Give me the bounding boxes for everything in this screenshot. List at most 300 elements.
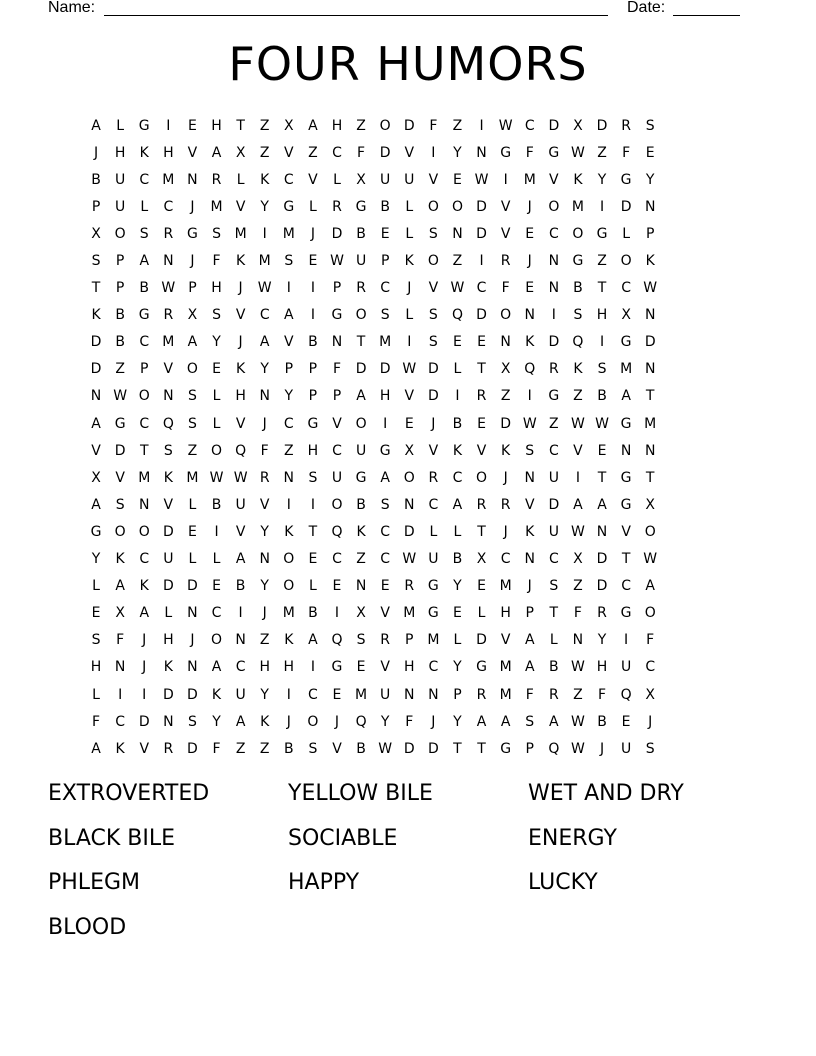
grid-letter: N <box>283 469 295 486</box>
grid-letter: Z <box>356 117 366 134</box>
grid-letter: N <box>163 253 174 270</box>
word-list-item: WET AND DRY <box>528 781 684 806</box>
grid-letter: U <box>620 659 632 676</box>
grid-letter: C <box>452 469 463 486</box>
grid-letter: P <box>284 361 294 378</box>
grid-letter: J <box>407 280 412 297</box>
grid-letter: J <box>238 280 243 297</box>
grid-letter: K <box>91 307 101 324</box>
grid-letter: Y <box>645 171 655 188</box>
grid-letter: Q <box>331 523 343 540</box>
grid-letter: Y <box>212 334 221 351</box>
grid-letter: G <box>620 469 632 486</box>
grid-letter: E <box>332 686 342 703</box>
grid-row <box>84 356 732 383</box>
grid-letter: K <box>139 144 149 161</box>
grid-letter: V <box>404 144 415 161</box>
grid-letter: L <box>477 605 486 622</box>
grid-letter: D <box>427 361 439 378</box>
grid-letter: A <box>211 659 222 676</box>
grid-letter: P <box>405 632 414 649</box>
grid-letter: M <box>499 686 512 703</box>
grid-letter: A <box>91 117 101 134</box>
grid-letter: H <box>163 632 174 649</box>
grid-letter: A <box>452 496 463 513</box>
grid-letter: W <box>571 740 585 757</box>
grid-letter: U <box>404 171 415 188</box>
grid-letter: A <box>476 713 487 730</box>
grid-letter: W <box>402 361 417 378</box>
grid-letter: G <box>572 253 584 270</box>
grid-letter: S <box>212 225 221 242</box>
grid-letter: E <box>380 578 390 595</box>
grid-letter: T <box>308 523 318 540</box>
grid-letter: M <box>186 469 199 486</box>
grid-letter: O <box>548 198 560 215</box>
grid-letter: W <box>643 551 658 568</box>
grid-letter: O <box>644 605 656 622</box>
grid-letter: U <box>355 253 367 270</box>
grid-letter: E <box>187 117 197 134</box>
grid-letter: H <box>114 144 126 161</box>
grid-letter: X <box>476 551 487 568</box>
grid-letter: Y <box>453 659 462 676</box>
grid-letter: X <box>404 442 415 459</box>
grid-letter: A <box>500 713 511 730</box>
grid-letter: Y <box>260 578 269 595</box>
grid-letter: C <box>139 415 150 432</box>
grid-letter: J <box>238 334 243 351</box>
grid-letter: V <box>621 523 631 540</box>
grid-letter: E <box>453 605 462 622</box>
grid-letter: V <box>284 144 294 161</box>
grid-letter: O <box>451 198 463 215</box>
grid-letter: S <box>597 361 607 378</box>
grid-letter: Q <box>331 632 343 649</box>
grid-letter: I <box>238 605 243 622</box>
grid-letter: B <box>283 740 294 757</box>
grid-letter: T <box>549 605 559 622</box>
grid-letter: C <box>211 605 222 622</box>
grid-letter: F <box>212 253 221 270</box>
grid-letter: E <box>308 253 318 270</box>
grid-letter: T <box>645 388 655 405</box>
grid-letter: R <box>163 307 174 324</box>
grid-letter: D <box>500 415 512 432</box>
grid-letter: C <box>500 551 511 568</box>
grid-letter: X <box>500 361 511 378</box>
grid-letter: Z <box>452 253 463 270</box>
grid-letter: E <box>404 415 414 432</box>
word-list <box>48 779 768 943</box>
grid-letter: F <box>357 144 366 161</box>
grid-letter: N <box>428 686 439 703</box>
grid-letter: M <box>162 334 175 351</box>
grid-letter: H <box>163 144 174 161</box>
grid-letter: J <box>503 469 508 486</box>
grid-letter: O <box>211 632 223 649</box>
grid-row <box>84 220 732 247</box>
grid-letter: N <box>187 171 198 188</box>
grid-letter: W <box>113 388 128 405</box>
grid-letter: V <box>428 280 439 297</box>
grid-row <box>84 654 732 681</box>
grid-letter: S <box>645 117 655 134</box>
grid-letter: C <box>332 551 342 568</box>
grid-letter: F <box>622 144 631 161</box>
grid-letter: P <box>115 280 125 297</box>
grid-letter: D <box>90 361 102 378</box>
grid-letter: Z <box>115 361 125 378</box>
word-list-item: ENERGY <box>528 825 617 851</box>
grid-letter: W <box>474 171 489 188</box>
grid-letter: J <box>527 198 532 215</box>
grid-letter: S <box>212 307 221 324</box>
grid-letter: B <box>597 713 607 730</box>
grid-letter: L <box>212 551 221 568</box>
grid-letter: K <box>525 523 535 540</box>
grid-letter: L <box>405 198 414 215</box>
grid-letter: W <box>571 144 585 161</box>
grid-letter: C <box>283 171 294 188</box>
grid-letter: G <box>307 415 319 432</box>
grid-letter: N <box>500 334 511 351</box>
grid-letter: M <box>355 686 368 703</box>
grid-letter: A <box>524 632 535 649</box>
grid-letter: O <box>114 225 126 242</box>
grid-letter: O <box>138 523 150 540</box>
grid-letter: M <box>210 198 223 215</box>
grid-letter: P <box>525 740 534 757</box>
grid-letter: W <box>402 551 417 568</box>
grid-letter: R <box>476 686 487 703</box>
page-title: FOUR HUMORS <box>228 37 588 91</box>
grid-letter: A <box>284 307 294 324</box>
grid-letter: Z <box>235 740 246 757</box>
grid-row <box>84 383 732 410</box>
grid-letter: N <box>259 388 270 405</box>
grid-letter: U <box>163 551 174 568</box>
grid-letter: S <box>139 225 149 242</box>
grid-letter: C <box>115 713 126 730</box>
grid-letter: O <box>138 388 150 405</box>
grid-letter: G <box>114 415 126 432</box>
grid-letter: T <box>477 740 486 757</box>
grid-letter: O <box>500 307 512 324</box>
grid-letter: Y <box>284 388 294 405</box>
grid-letter: V <box>380 605 390 622</box>
grid-letter: L <box>308 578 317 595</box>
grid-letter: G <box>90 523 102 540</box>
grid-letter: I <box>166 117 171 134</box>
grid-letter: E <box>525 280 535 297</box>
grid-row <box>84 247 732 274</box>
grid-letter: B <box>452 415 463 432</box>
grid-letter: W <box>257 280 272 297</box>
grid-letter: O <box>379 117 391 134</box>
grid-letter: O <box>186 361 198 378</box>
grid-letter: W <box>330 253 344 270</box>
grid-letter: F <box>260 442 269 459</box>
grid-letter: Q <box>162 415 174 432</box>
grid-letter: L <box>622 225 631 242</box>
grid-letter: S <box>549 578 559 595</box>
grid-letter: I <box>551 307 556 324</box>
grid-letter: H <box>211 117 222 134</box>
grid-letter: R <box>163 225 174 242</box>
grid-letter: K <box>260 171 270 188</box>
grid-letter: I <box>407 334 412 351</box>
grid-letter: E <box>477 334 486 351</box>
grid-letter: H <box>283 659 295 676</box>
grid-letter: F <box>212 740 221 757</box>
grid-letter: R <box>211 171 222 188</box>
grid-letter: V <box>187 144 198 161</box>
grid-letter: V <box>500 632 511 649</box>
grid-letter: G <box>427 605 439 622</box>
grid-letter: R <box>597 605 607 622</box>
grid-row <box>84 600 732 627</box>
grid-letter: C <box>645 659 656 676</box>
grid-letter: A <box>573 496 583 513</box>
grid-letter: G <box>283 198 295 215</box>
grid-letter: P <box>525 605 534 622</box>
grid-letter: N <box>524 551 535 568</box>
grid-letter: V <box>573 442 583 459</box>
grid-letter: E <box>356 659 366 676</box>
grid-letter: A <box>211 144 222 161</box>
grid-letter: C <box>621 578 631 595</box>
grid-letter: N <box>355 578 367 595</box>
grid-letter: H <box>235 388 246 405</box>
grid-letter: Z <box>308 144 318 161</box>
grid-letter: T <box>356 334 366 351</box>
grid-letter: K <box>163 469 173 486</box>
grid-letter: F <box>646 632 655 649</box>
grid-letter: Y <box>380 713 390 730</box>
grid-letter: N <box>114 659 126 676</box>
grid-letter: L <box>92 686 100 703</box>
grid-letter: I <box>118 686 123 703</box>
grid-letter: M <box>234 225 247 242</box>
grid-letter: B <box>549 659 559 676</box>
grid-letter: E <box>187 523 197 540</box>
grid-row <box>84 681 732 708</box>
letter-grid <box>84 112 732 762</box>
grid-letter: Q <box>451 307 463 324</box>
grid-letter: B <box>115 307 125 324</box>
grid-letter: J <box>262 415 267 432</box>
grid-letter: L <box>236 171 245 188</box>
grid-letter: P <box>140 361 149 378</box>
grid-letter: E <box>645 144 655 161</box>
grid-letter: M <box>427 632 440 649</box>
grid-letter: W <box>571 415 585 432</box>
grid-letter: D <box>403 523 415 540</box>
grid-letter: X <box>645 686 655 703</box>
grid-letter: M <box>571 198 584 215</box>
grid-letter: R <box>500 496 511 513</box>
date-label: Date: <box>627 0 666 16</box>
grid-letter: N <box>644 307 656 324</box>
grid-letter: N <box>163 713 174 730</box>
grid-letter: O <box>331 496 343 513</box>
grid-letter: F <box>597 686 607 703</box>
grid-letter: A <box>597 496 607 513</box>
grid-letter: V <box>115 469 125 486</box>
grid-letter: W <box>498 117 513 134</box>
grid-letter: Y <box>453 578 462 595</box>
grid-row <box>84 708 732 735</box>
grid-letter: W <box>571 713 585 730</box>
grid-letter: X <box>187 307 198 324</box>
grid-letter: X <box>91 225 101 242</box>
grid-letter: K <box>452 442 463 459</box>
grid-letter: V <box>235 307 246 324</box>
grid-letter: P <box>308 388 318 405</box>
grid-letter: L <box>549 632 558 649</box>
grid-letter: S <box>573 307 583 324</box>
grid-letter: G <box>355 198 367 215</box>
grid-letter: N <box>187 659 198 676</box>
grid-letter: D <box>355 361 367 378</box>
grid-letter: C <box>548 442 559 459</box>
grid-letter: M <box>620 361 633 378</box>
grid-letter: F <box>92 713 101 730</box>
grid-letter: Y <box>597 171 607 188</box>
grid-letter: U <box>548 469 559 486</box>
name-label: Name: <box>48 0 96 16</box>
word-list-item: EXTROVERTED <box>48 781 210 806</box>
grid-letter: O <box>476 469 488 486</box>
grid-letter: J <box>286 713 291 730</box>
grid-letter: J <box>142 659 147 676</box>
grid-letter: G <box>620 415 632 432</box>
grid-letter: N <box>235 632 246 649</box>
grid-letter: X <box>115 605 125 622</box>
grid-row <box>84 139 732 166</box>
grid-letter: Q <box>572 334 584 351</box>
grid-letter: L <box>92 578 100 595</box>
grid-letter: R <box>428 469 439 486</box>
word-list-item: BLOOD <box>48 914 127 940</box>
grid-letter: V <box>235 198 246 215</box>
grid-letter: D <box>331 225 343 242</box>
grid-letter: R <box>548 361 559 378</box>
grid-letter: B <box>91 171 101 188</box>
grid-letter: G <box>379 442 391 459</box>
grid-letter: D <box>379 144 391 161</box>
grid-letter: L <box>212 415 221 432</box>
grid-letter: G <box>331 307 343 324</box>
grid-letter: P <box>453 686 462 703</box>
grid-letter: D <box>403 740 415 757</box>
grid-letter: U <box>428 551 439 568</box>
grid-letter: D <box>596 117 608 134</box>
name-blank-line <box>104 15 608 16</box>
grid-letter: E <box>477 578 486 595</box>
grid-letter: W <box>161 280 176 297</box>
grid-letter: D <box>162 686 174 703</box>
grid-letter: I <box>142 686 147 703</box>
grid-letter: J <box>431 713 436 730</box>
grid-letter: N <box>548 280 560 297</box>
grid-letter: K <box>404 253 414 270</box>
grid-letter: O <box>403 469 415 486</box>
grid-letter: U <box>355 442 367 459</box>
grid-letter: A <box>115 578 125 595</box>
grid-letter: L <box>453 361 462 378</box>
grid-letter: Y <box>453 144 462 161</box>
grid-letter: R <box>476 388 487 405</box>
grid-letter: J <box>503 523 508 540</box>
grid-letter: G <box>548 144 560 161</box>
grid-letter: M <box>379 334 392 351</box>
grid-letter: D <box>476 632 487 649</box>
grid-letter: X <box>91 469 101 486</box>
grid-letter: K <box>356 523 366 540</box>
grid-letter: H <box>404 659 415 676</box>
grid-letter: W <box>643 280 658 297</box>
grid-letter: J <box>599 740 605 757</box>
grid-letter: D <box>476 198 487 215</box>
grid-letter: J <box>190 632 195 649</box>
grid-letter: O <box>644 523 656 540</box>
grid-letter: A <box>524 659 535 676</box>
grid-letter: X <box>573 551 583 568</box>
grid-letter: T <box>645 469 655 486</box>
grid-letter: O <box>355 307 367 324</box>
grid-letter: M <box>282 225 295 242</box>
grid-letter: M <box>499 659 512 676</box>
grid-letter: L <box>308 198 317 215</box>
grid-letter: E <box>597 442 607 459</box>
grid-letter: V <box>91 442 101 459</box>
grid-letter: L <box>453 523 462 540</box>
grid-letter: A <box>621 388 631 405</box>
grid-letter: Q <box>620 686 632 703</box>
grid-letter: D <box>548 496 560 513</box>
grid-row <box>84 627 732 654</box>
grid-letter: R <box>476 496 487 513</box>
grid-letter: T <box>477 523 486 540</box>
grid-letter: V <box>332 415 342 432</box>
grid-letter: D <box>403 117 415 134</box>
grid-letter: J <box>527 578 532 595</box>
grid-letter: B <box>139 280 150 297</box>
grid-letter: C <box>259 307 270 324</box>
grid-letter: H <box>331 117 343 134</box>
grid-letter: D <box>427 740 439 757</box>
grid-letter: M <box>258 253 271 270</box>
grid-letter: I <box>262 225 267 242</box>
grid-letter: B <box>308 334 318 351</box>
grid-letter: Z <box>452 117 463 134</box>
grid-row <box>84 735 732 762</box>
grid-letter: S <box>428 225 438 242</box>
grid-letter: H <box>500 605 511 622</box>
grid-letter: N <box>331 334 343 351</box>
grid-letter: O <box>427 253 439 270</box>
grid-letter: T <box>453 740 462 757</box>
grid-letter: H <box>596 307 608 324</box>
grid-letter: A <box>187 334 198 351</box>
grid-letter: L <box>333 171 341 188</box>
grid-letter: S <box>308 740 318 757</box>
grid-letter: I <box>431 144 436 161</box>
grid-letter: B <box>573 280 583 297</box>
grid-letter: F <box>573 605 582 622</box>
